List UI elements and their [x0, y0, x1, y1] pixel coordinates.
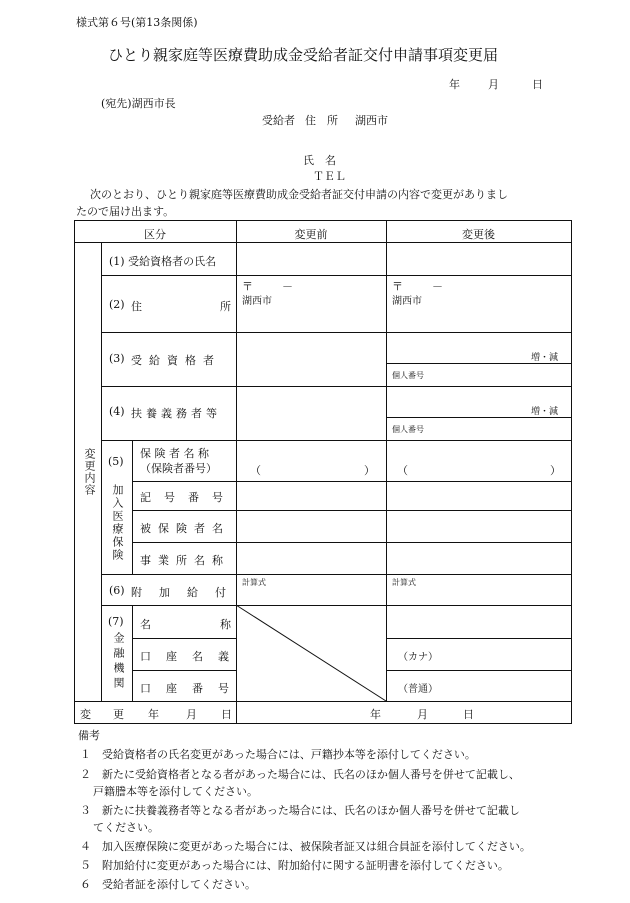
- change-month-left: 月: [186, 708, 197, 721]
- row-insurance-group: 加入医療保険: [111, 484, 124, 562]
- change-day-left: 日: [221, 708, 232, 721]
- row-address-label-a: 住: [131, 300, 142, 313]
- note-4: ４ 加入医療保険に変更があった場合には、被保険者証又は組合員証を添付してください。: [80, 840, 531, 853]
- inc-dec-row3: 増・減: [531, 353, 559, 363]
- row-dependent-number: (4): [109, 405, 125, 418]
- row-eligible-person-number: (3): [109, 352, 125, 365]
- change-year-left: 年: [148, 708, 159, 721]
- row-symbol-number: 記号番号: [140, 491, 236, 504]
- recipient-label: 受給者: [262, 114, 295, 127]
- postal-mark-before: 〒: [242, 280, 253, 293]
- date-day: 日: [532, 78, 543, 91]
- header-category: 区分: [144, 228, 166, 241]
- change-date-label: 変 更: [80, 708, 124, 721]
- postal-dash-after: －: [432, 280, 443, 293]
- paren-open-before: （: [250, 464, 261, 477]
- address-label: 住 所: [305, 114, 338, 127]
- name-label: 氏 名: [303, 154, 336, 167]
- document-title: ひとり親家庭等医療費助成金受給者証交付申請事項変更届: [108, 46, 499, 64]
- account-number-label: 口座番号: [140, 682, 244, 695]
- date-year: 年: [449, 78, 460, 91]
- row-additional-benefit-number: (6): [109, 584, 125, 597]
- group-label-change-contents: 変更内容: [83, 448, 96, 496]
- my-number-row4: 個人番号: [392, 425, 424, 434]
- insurer-name-line1: 保 険 者 名 称: [140, 447, 209, 460]
- note-5: ５ 附加給付に変更があった場合には、附加給付に関する証明書を添付してください。: [80, 859, 509, 872]
- postal-mark-after: 〒: [392, 280, 403, 293]
- paren-open-after: （: [397, 464, 408, 477]
- calc-formula-before: 計算式: [242, 578, 266, 587]
- note-6: ６ 受給者証を添付してください。: [80, 878, 256, 891]
- row-eligible-person-text: 受給資格者: [131, 354, 221, 367]
- kana-label: （カナ）: [398, 652, 438, 663]
- address-value: 湖西市: [355, 114, 388, 127]
- calc-formula-after: 計算式: [392, 578, 416, 587]
- header-before: 変更前: [294, 228, 328, 241]
- notes-heading: 備考: [78, 729, 100, 742]
- change-year-right: 年: [370, 708, 381, 721]
- city-before: 湖西市: [242, 296, 272, 307]
- bank-name-label-b: 称: [220, 618, 231, 631]
- note-2-line1: ２ 新たに受給資格者となる者があった場合には、氏名のほか個人番号を併せて記載し、: [80, 768, 520, 781]
- row-bank-number: (7): [108, 615, 124, 628]
- bank-name-label-a: 名: [140, 618, 151, 631]
- date-month: 月: [488, 78, 499, 91]
- my-number-row3: 個人番号: [392, 371, 424, 380]
- row-address-number: (2): [109, 298, 125, 311]
- row-insured-name: 被保険者名: [140, 522, 230, 535]
- intro-line-2: たので届け出ます。: [76, 205, 175, 218]
- note-1: １ 受給資格者の氏名変更があった場合には、戸籍抄本等を添付してください。: [80, 748, 476, 761]
- change-month-right: 月: [417, 708, 428, 721]
- postal-dash-before: －: [282, 280, 293, 293]
- inc-dec-row4: 増・減: [531, 407, 559, 417]
- row-eligible-person-label: [131, 352, 230, 368]
- account-holder-label: 口座名義: [140, 650, 244, 663]
- row-name-change-label: (1) 受給資格者の氏名: [109, 255, 217, 268]
- note-2-line2: 戸籍謄本等を添付してください。: [93, 785, 258, 798]
- paren-close-after: ）: [550, 464, 561, 477]
- note-3-line2: てください。: [93, 821, 159, 834]
- row-insurance-number: (5): [108, 455, 124, 468]
- row-dependent-label: 扶養義務者等: [131, 407, 221, 420]
- addressee: (宛先)湖西市長: [101, 97, 176, 110]
- row-bank-group: 金融機関: [112, 632, 125, 692]
- note-3-line1: ３ 新たに扶養義務者等となる者があった場合には、氏名のほか個人番号を併せて記載し: [80, 804, 520, 817]
- insurer-name-line2: （保険者番号）: [140, 462, 217, 475]
- header-after: 変更後: [462, 228, 495, 241]
- change-day-right: 日: [463, 708, 474, 721]
- row-address-label-b: 所: [220, 300, 231, 313]
- city-after: 湖西市: [392, 296, 422, 307]
- paren-close-before: ）: [364, 464, 375, 477]
- intro-line-1: 次のとおり、ひとり親家庭等医療費助成金受給者証交付申請の内容で変更がありまし: [90, 188, 508, 201]
- form-number: 様式第６号(第13条関係): [76, 16, 198, 29]
- row-office-name: 事業所名称: [140, 554, 230, 567]
- row-additional-benefit-label: 附加給付: [131, 586, 243, 599]
- ordinary-account-label: （普通）: [398, 684, 438, 695]
- tel-label: ＴＥＬ: [313, 170, 346, 183]
